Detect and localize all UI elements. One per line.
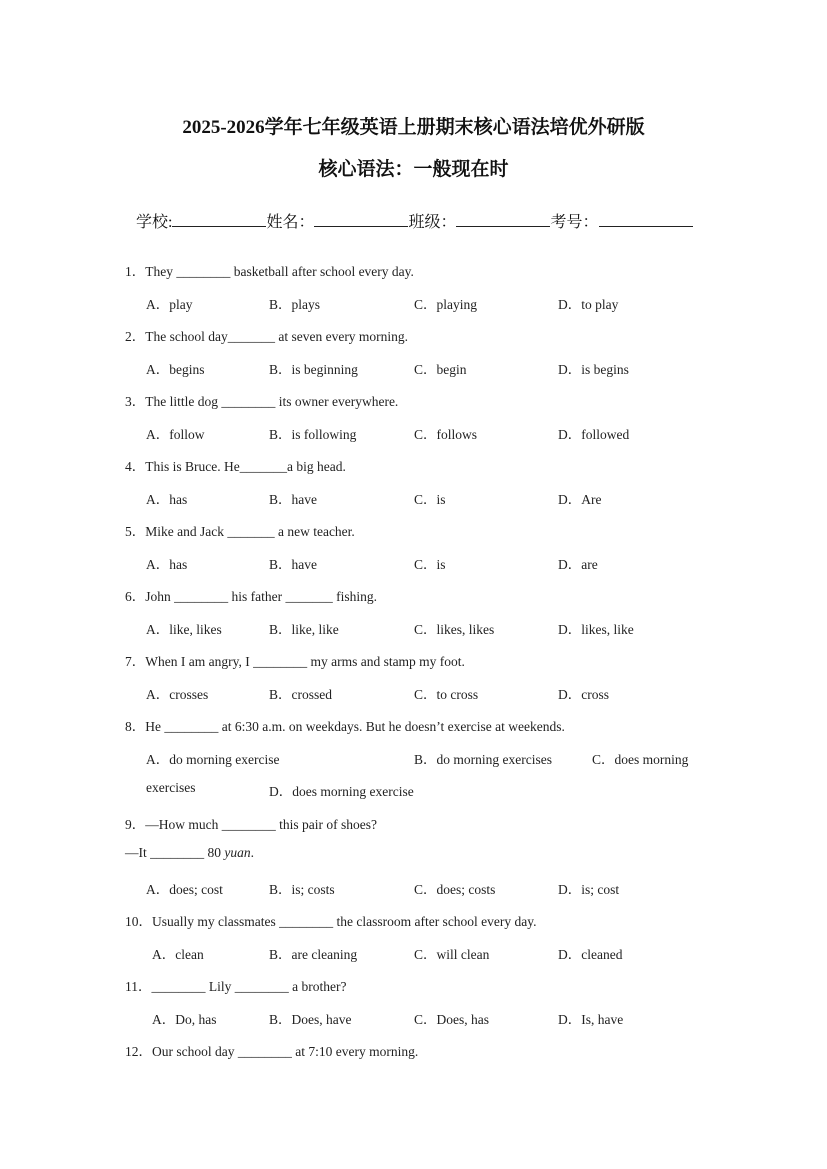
q9-reply-end: . (250, 845, 254, 860)
q10-option-a[interactable]: A．clean (152, 947, 204, 962)
q4-option-c[interactable]: C．is (414, 492, 446, 507)
question-9: 9．—How much ________ this pair of shoes? (125, 817, 377, 832)
q2-option-d[interactable]: D．is begins (558, 362, 629, 377)
q6-option-c[interactable]: C．likes, likes (414, 622, 495, 637)
q5-option-a[interactable]: A．has (146, 557, 188, 572)
q5-option-c[interactable]: C．is (414, 557, 446, 572)
q5-option-b[interactable]: B．have (269, 557, 317, 572)
q6-option-a[interactable]: A．like, likes (146, 622, 222, 637)
q11-option-b[interactable]: B．Does, have (269, 1012, 352, 1027)
question-6: 6．John ________ his father _______ fishing. (125, 589, 377, 604)
q8-option-c[interactable]: C．does morning (592, 752, 689, 767)
q8-option-c-continued[interactable]: exercises (146, 780, 196, 795)
q9-reply-text: —It ________ 80 (125, 845, 225, 860)
school-label: 学校: (136, 214, 173, 231)
student-info-row (136, 209, 693, 232)
q3-option-c[interactable]: C．follows (414, 427, 478, 442)
q8-option-a[interactable]: A．do morning exercise (146, 752, 280, 767)
question-11: 11．________ Lily ________ a brother? (125, 979, 347, 994)
question-9-reply (125, 845, 254, 861)
question-10: 10．Usually my classmates ________ the classroom after school every day. (125, 914, 537, 929)
q9-option-d[interactable]: D．is; cost (558, 882, 620, 897)
question-7: 7．When I am angry, I ________ my arms and stamp my foot. (125, 654, 465, 669)
q5-option-d[interactable]: D．are (558, 557, 598, 572)
q3-option-a[interactable]: A．follow (146, 427, 205, 442)
q6-option-b[interactable]: B．like, like (269, 622, 339, 637)
school-blank[interactable] (172, 211, 266, 227)
q10-option-b[interactable]: B．are cleaning (269, 947, 358, 962)
q3-option-d[interactable]: D．followed (558, 427, 630, 442)
question-5: 5．Mike and Jack _______ a new teacher. (125, 524, 355, 539)
q11-option-a[interactable]: A．Do, has (152, 1012, 217, 1027)
page-subtitle: 核心语法：一般现在时 (318, 159, 509, 180)
q9-option-a[interactable]: A．does; cost (146, 882, 223, 897)
question-1: 1．They ________ basketball after school every day. (125, 264, 414, 279)
q2-option-b[interactable]: B．is beginning (269, 362, 358, 377)
q1-option-d[interactable]: D．to play (558, 297, 619, 312)
q3-option-b[interactable]: B．is following (269, 427, 357, 442)
class-label: 班级： (408, 214, 457, 231)
q4-option-a[interactable]: A．has (146, 492, 188, 507)
name-label: 姓名： (266, 214, 315, 231)
exam-no-blank[interactable] (599, 211, 693, 227)
q10-option-d[interactable]: D．cleaned (558, 947, 623, 962)
q11-option-c[interactable]: C．Does, has (414, 1012, 489, 1027)
q9-option-c[interactable]: C．does; costs (414, 882, 496, 897)
q8-option-d[interactable]: D．does morning exercise (269, 784, 414, 799)
q10-option-c[interactable]: C．will clean (414, 947, 490, 962)
question-12: 12．Our school day ________ at 7:10 every morning. (125, 1044, 419, 1059)
q7-option-b[interactable]: B．crossed (269, 687, 332, 702)
q8-option-b[interactable]: B．do morning exercises (414, 752, 552, 767)
name-blank[interactable] (314, 211, 408, 227)
q7-option-a[interactable]: A．crosses (146, 687, 209, 702)
q2-option-a[interactable]: A．begins (146, 362, 205, 377)
q2-option-c[interactable]: C．begin (414, 362, 467, 377)
q9-reply-italic: yuan (224, 845, 251, 860)
q6-option-d[interactable]: D．likes, like (558, 622, 634, 637)
q11-option-d[interactable]: D．Is, have (558, 1012, 624, 1027)
page-title: 2025-2026学年七年级英语上册期末核心语法培优外研版 (182, 117, 645, 138)
q1-option-c[interactable]: C．playing (414, 297, 477, 312)
question-2: 2．The school day_______ at seven every morning. (125, 329, 409, 344)
q1-option-b[interactable]: B．plays (269, 297, 321, 312)
q4-option-d[interactable]: D．Are (558, 492, 602, 507)
q7-option-d[interactable]: D．cross (558, 687, 609, 702)
q9-option-b[interactable]: B．is; costs (269, 882, 335, 897)
question-3: 3．The little dog ________ its owner everywhere. (125, 394, 399, 409)
q1-option-a[interactable]: A．play (146, 297, 193, 312)
exam-no-label: 考号： (550, 214, 599, 231)
class-blank[interactable] (456, 211, 550, 227)
question-4: 4．This is Bruce. He_______a big head. (125, 459, 346, 474)
q4-option-b[interactable]: B．have (269, 492, 317, 507)
question-8: 8．He ________ at 6:30 a.m. on weekdays. But he doesn’t exercise at weekends. (125, 719, 565, 734)
q7-option-c[interactable]: C．to cross (414, 687, 479, 702)
